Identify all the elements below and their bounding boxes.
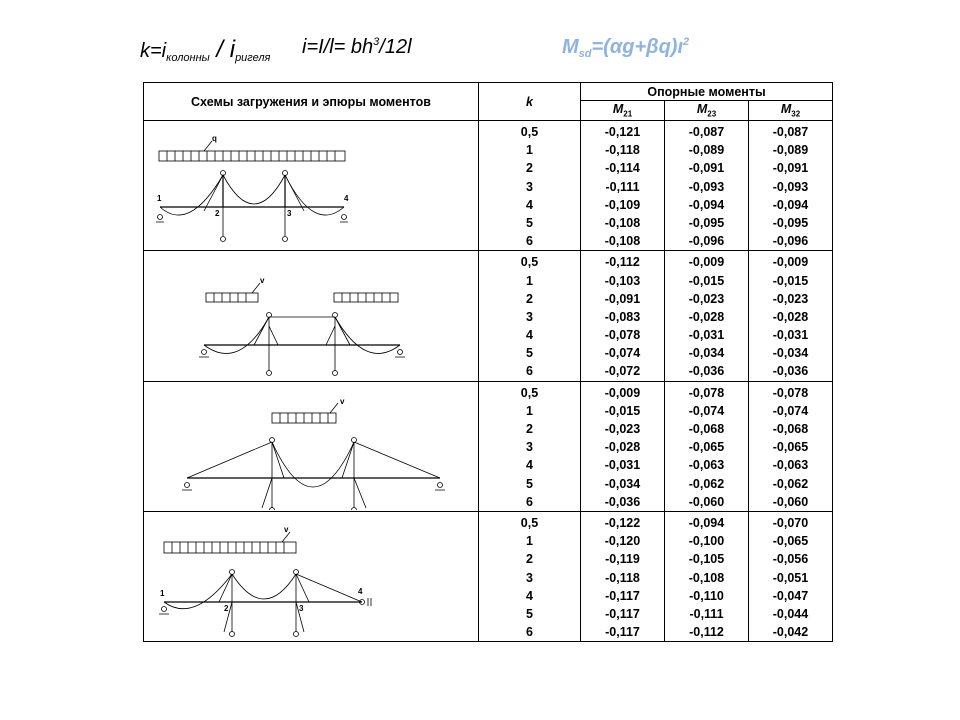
m32-value: -0,031: [772, 328, 809, 343]
support-label: 2: [224, 603, 229, 613]
m23-value: -0,111: [689, 606, 724, 621]
m32-value: -0,056: [772, 552, 809, 567]
m32-value: -0,015: [772, 273, 809, 288]
diagram-outer-spans-load: [144, 251, 479, 379]
m32-value: -0,093: [772, 179, 809, 194]
header-m32: $M_{32}$: [749, 101, 833, 121]
m21-value: -0,078: [604, 328, 641, 343]
k-value: 5: [526, 215, 533, 230]
m32-value-cell: [749, 511, 833, 641]
m21-value: -0,119: [605, 552, 640, 567]
table-row: [144, 121, 833, 251]
k-value: 0,5: [520, 515, 539, 530]
m21-value: -0,036: [604, 494, 641, 509]
m32-value-cell: [749, 381, 833, 511]
m32-value: -0,060: [772, 494, 809, 509]
m21-value: -0,031: [604, 458, 641, 473]
support-label: 4: [358, 586, 363, 596]
support-label: 3: [287, 209, 292, 218]
table-row: [144, 511, 833, 641]
m23-value: -0,068: [688, 422, 725, 436]
k-value: 6: [526, 364, 533, 379]
table-row: [144, 251, 833, 381]
m21-value: -0,108: [604, 215, 641, 230]
m21-value-cell: [581, 381, 665, 511]
m23-value: -0,100: [688, 534, 725, 549]
k-value: 2: [526, 291, 533, 306]
m32-value-cell: [749, 251, 833, 381]
m21-value-cell: [581, 251, 665, 381]
k-value: 5: [526, 476, 533, 491]
m21-value: -0,122: [604, 515, 641, 530]
header-k: k: [479, 83, 581, 121]
m23-value: -0,062: [688, 476, 725, 491]
m23-value: -0,031: [688, 328, 725, 343]
m32-value: -0,078: [772, 385, 809, 400]
m21-value: -0,028: [604, 440, 641, 455]
header-support-moments: Опорные моменты: [581, 83, 833, 101]
m32-value: -0,042: [772, 625, 809, 640]
k-value-cell: [479, 381, 581, 511]
m32-value: -0,034: [772, 346, 809, 361]
k-value: 4: [526, 197, 533, 212]
m23-value: -0,015: [688, 273, 725, 288]
m23-value: -0,034: [688, 346, 725, 361]
diagram-load-label: v: [260, 276, 265, 286]
k-value: 2: [526, 161, 533, 176]
m23-value: -0,093: [688, 179, 725, 194]
m21-value: -0,083: [604, 309, 641, 324]
m21-value: -0,091: [604, 291, 641, 306]
load-diagram-cell: [144, 121, 479, 251]
m23-value: -0,078: [688, 385, 725, 400]
k-value: 4: [526, 588, 533, 603]
m21-value: -0,015: [604, 403, 641, 418]
m23-value: -0,060: [688, 494, 725, 509]
m32-value: -0,091: [772, 161, 809, 176]
m32-value: -0,047: [772, 588, 809, 603]
diagram-middle-span-load: [144, 382, 479, 510]
msd-formula: $M_{sd}=(\alpha g+\beta q)\iota^2$: [562, 36, 690, 60]
m23-value: -0,094: [688, 197, 725, 212]
k-value: 5: [526, 346, 533, 361]
m21-value: -0,118: [605, 570, 640, 585]
m32-value: -0,089: [772, 143, 809, 158]
m32-value: -0,051: [772, 570, 809, 585]
k-value: 6: [526, 234, 533, 249]
m23-value: -0,063: [688, 458, 725, 473]
m21-value: -0,120: [604, 534, 641, 549]
k-value: 0,5: [520, 385, 539, 400]
m32-value: -0,074: [772, 403, 809, 418]
m23-value-cell: [665, 511, 749, 641]
k-value: 1: [526, 143, 533, 158]
m23-value: -0,096: [688, 234, 725, 249]
support-label: 3: [299, 603, 304, 613]
m21-value: -0,009: [604, 385, 641, 400]
k-value-cell: [479, 511, 581, 641]
k-value: 6: [526, 494, 533, 509]
m32-value: -0,095: [772, 215, 809, 230]
m32-value: -0,065: [772, 440, 809, 455]
m21-value: -0,034: [604, 476, 641, 491]
load-diagram-cell: [144, 381, 479, 511]
header-m21: $M_{21}$: [581, 101, 665, 121]
m23-value: -0,108: [688, 570, 725, 585]
m32-value: -0,094: [772, 197, 809, 212]
diagram-load-label: v: [284, 524, 289, 534]
m21-value: -0,117: [605, 606, 640, 621]
m23-value: -0,110: [689, 588, 724, 603]
k-value-cell: [479, 121, 581, 251]
support-label: 1: [157, 194, 162, 203]
k-formula: $k=i_{колонны} / i_{ригеля}$: [140, 36, 271, 64]
m21-value: -0,118: [605, 143, 640, 158]
diagram-two-spans-load: [144, 512, 479, 640]
m21-value: -0,111: [605, 179, 640, 194]
m21-value: -0,072: [604, 364, 641, 379]
support-label: 2: [215, 209, 220, 218]
m21-value: -0,074: [604, 346, 641, 361]
m32-value: -0,028: [772, 309, 809, 324]
m23-value: -0,095: [688, 215, 725, 230]
m21-value: -0,117: [605, 588, 640, 603]
m21-value: -0,103: [604, 273, 641, 288]
k-value: 3: [526, 440, 533, 455]
m21-value: -0,112: [605, 255, 640, 270]
m23-value: -0,105: [688, 552, 725, 567]
k-value: 6: [526, 625, 533, 640]
m23-value: -0,023: [688, 291, 725, 306]
m32-value-cell: [749, 121, 833, 251]
k-value: 1: [526, 403, 533, 418]
m23-value-cell: [665, 121, 749, 251]
m23-value-cell: [665, 381, 749, 511]
m21-value-cell: [581, 511, 665, 641]
m32-value: -0,044: [772, 606, 809, 621]
k-value: 1: [526, 534, 533, 549]
m23-value: -0,091: [688, 161, 725, 176]
k-value: 0,5: [520, 255, 539, 270]
k-value: 3: [526, 570, 533, 585]
m21-value: -0,109: [604, 197, 641, 212]
k-value: 4: [526, 458, 533, 473]
m23-value: -0,089: [688, 143, 725, 158]
m32-value: -0,036: [772, 364, 809, 379]
k-value: 3: [526, 179, 533, 194]
m23-value: -0,112: [689, 625, 724, 640]
m32-value: -0,096: [772, 234, 809, 249]
i-formula: $i=I/l= bh^3/12l$: [302, 36, 412, 58]
m32-value: -0,023: [772, 291, 809, 306]
k-value: 2: [526, 552, 533, 567]
m21-value-cell: [581, 121, 665, 251]
m23-value-cell: [665, 251, 749, 381]
k-value: 2: [526, 422, 533, 436]
m32-value: -0,063: [772, 458, 809, 473]
k-value: 4: [526, 328, 533, 343]
header-diagrams: Схемы загружения и эпюры моментов: [144, 83, 479, 121]
support-moments-table: [143, 82, 833, 642]
m32-value: -0,070: [772, 515, 809, 530]
m23-value: -0,028: [688, 309, 725, 324]
m23-value: -0,087: [688, 125, 725, 139]
m23-value: -0,074: [688, 403, 725, 418]
header-m23: $M_{23}$: [665, 101, 749, 121]
support-label: 1: [160, 588, 165, 598]
m23-value: -0,094: [688, 515, 725, 530]
k-value: 0,5: [520, 125, 539, 139]
load-diagram-cell: [144, 511, 479, 641]
k-value-cell: [479, 251, 581, 381]
m21-value: -0,114: [605, 161, 640, 176]
support-label: 4: [344, 194, 349, 203]
m21-value: -0,108: [604, 234, 641, 249]
m32-value: -0,065: [772, 534, 809, 549]
diagram-load-label: q: [212, 134, 217, 143]
m21-value: -0,117: [605, 625, 640, 640]
diagram-load-label: v: [340, 396, 345, 406]
m21-value: -0,121: [604, 125, 641, 139]
m23-value: -0,065: [688, 440, 725, 455]
k-value: 5: [526, 606, 533, 621]
k-value: 1: [526, 273, 533, 288]
m32-value: -0,087: [772, 125, 809, 139]
table-row: [144, 381, 833, 511]
load-diagram-cell: [144, 251, 479, 381]
m21-value: -0,023: [604, 422, 641, 436]
m23-value: -0,036: [688, 364, 725, 379]
diagram-full-load: [144, 121, 479, 249]
m23-value: -0,009: [688, 255, 725, 270]
m32-value: -0,062: [772, 476, 809, 491]
m32-value: -0,068: [772, 422, 809, 436]
k-value: 3: [526, 309, 533, 324]
m32-value: -0,009: [772, 255, 809, 270]
